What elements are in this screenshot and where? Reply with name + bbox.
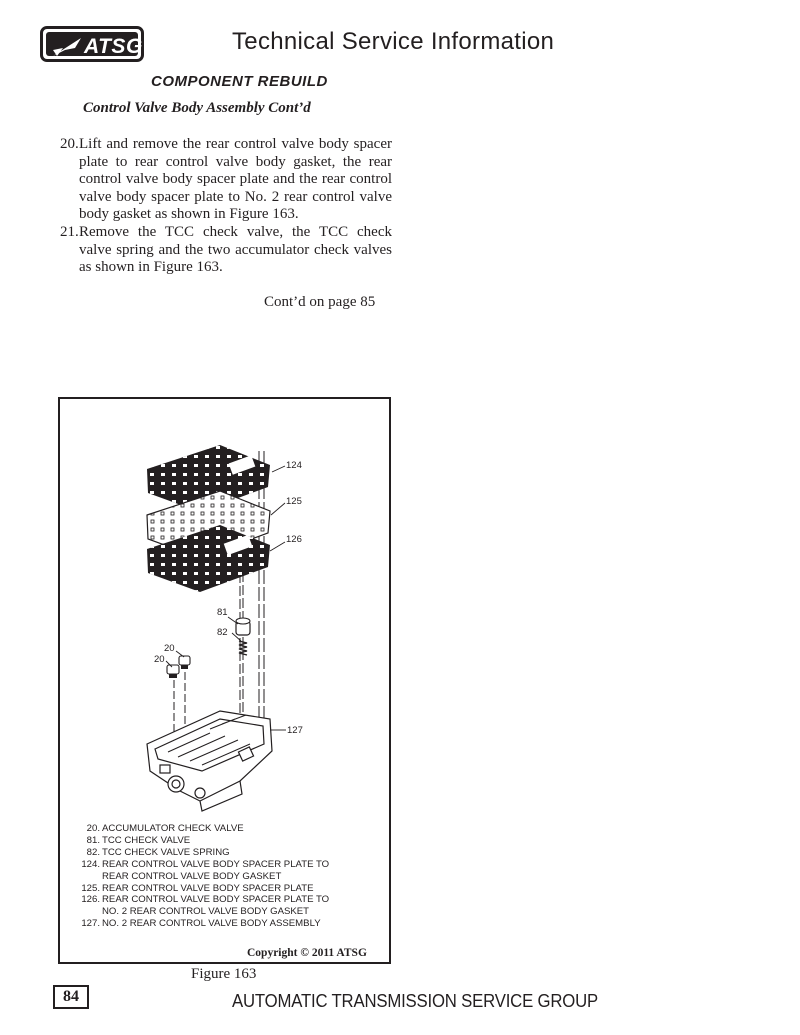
callout-82: 82 [217, 627, 228, 638]
legend-item-continuation [78, 871, 329, 883]
legend-item-continuation [78, 906, 329, 918]
callout-20: 20 [164, 643, 175, 654]
procedure-step [60, 224, 392, 277]
callout-20: 20 [154, 654, 165, 665]
subsection-title: Control Valve Body Assembly Cont’d [83, 100, 311, 116]
legend-number: 81. [86, 834, 100, 846]
logo-swoosh-icon [51, 36, 83, 58]
legend-number: 20. [86, 823, 100, 834]
page-number: 84 [63, 988, 79, 1005]
callout-124: 124 [286, 460, 302, 471]
legend-item [78, 894, 329, 906]
legend-item [78, 918, 329, 930]
legend-text: ACCUMULATOR CHECK VALVE [102, 823, 244, 834]
legend-number: 127. [81, 918, 100, 930]
legend-item [78, 835, 329, 847]
page-header-title: Technical Service Information [232, 28, 555, 55]
page-number-box [53, 985, 89, 1009]
callout-125: 125 [286, 496, 302, 507]
legend-text: REAR CONTROL VALVE BODY SPACER PLATE TO [102, 858, 330, 870]
legend-number: 82. [86, 846, 100, 858]
legend-text: REAR CONTROL VALVE BODY SPACER PLATE [102, 882, 314, 894]
legend-text: REAR CONTROL VALVE BODY SPACER PLATE TO [102, 894, 330, 906]
step-text: Lift and remove the rear control valve body spacer plate to rear control valve body gasket, the rear control valve body spacer plate and the rear control valve body spacer plate to No. 2 rear control valve body gasket as shown in Figure 163. [79, 136, 392, 223]
accumulator-check-valve-20a [167, 665, 179, 678]
callout-81: 81 [217, 607, 228, 618]
atsg-logo [40, 26, 144, 62]
legend-item [78, 859, 329, 871]
legend-number: 125. [81, 882, 100, 894]
continued-note: Cont’d on page 85 [264, 294, 376, 310]
accumulator-check-valve-20b [179, 656, 190, 669]
logo-text: ATSG [84, 35, 143, 58]
copyright-notice: Copyright © 2011 ATSG [247, 947, 367, 959]
legend-item [78, 847, 329, 859]
legend-item [78, 823, 329, 835]
tcc-check-valve-81 [236, 618, 250, 635]
callout-127: 127 [287, 725, 303, 736]
legend-item [78, 883, 329, 895]
figure-legend [78, 823, 329, 930]
step-text: Remove the TCC check valve, the TCC check valve spring and the two accumulator check valves as shown in Figure 163. [79, 224, 392, 276]
figure-caption: Figure 163 [191, 966, 257, 982]
legend-number: 126. [81, 894, 100, 906]
callout-126: 126 [286, 534, 302, 545]
valve-body-127 [147, 711, 272, 811]
legend-text: TCC CHECK VALVE SPRING [102, 846, 230, 858]
step-number: 21. [60, 224, 79, 240]
step-number: 20. [60, 136, 79, 152]
legend-text: NO. 2 REAR CONTROL VALVE BODY GASKET [102, 906, 310, 918]
legend-number: 124. [81, 858, 100, 870]
footer-organization: AUTOMATIC TRANSMISSION SERVICE GROUP [232, 991, 598, 1011]
legend-text: NO. 2 REAR CONTROL VALVE BODY ASSEMBLY [102, 918, 321, 930]
procedure-step [60, 136, 392, 224]
legend-text: REAR CONTROL VALVE BODY GASKET [102, 870, 282, 882]
legend-text: TCC CHECK VALVE [102, 834, 191, 846]
exploded-view-illustration [60, 399, 389, 819]
section-label: COMPONENT REBUILD [151, 73, 328, 90]
